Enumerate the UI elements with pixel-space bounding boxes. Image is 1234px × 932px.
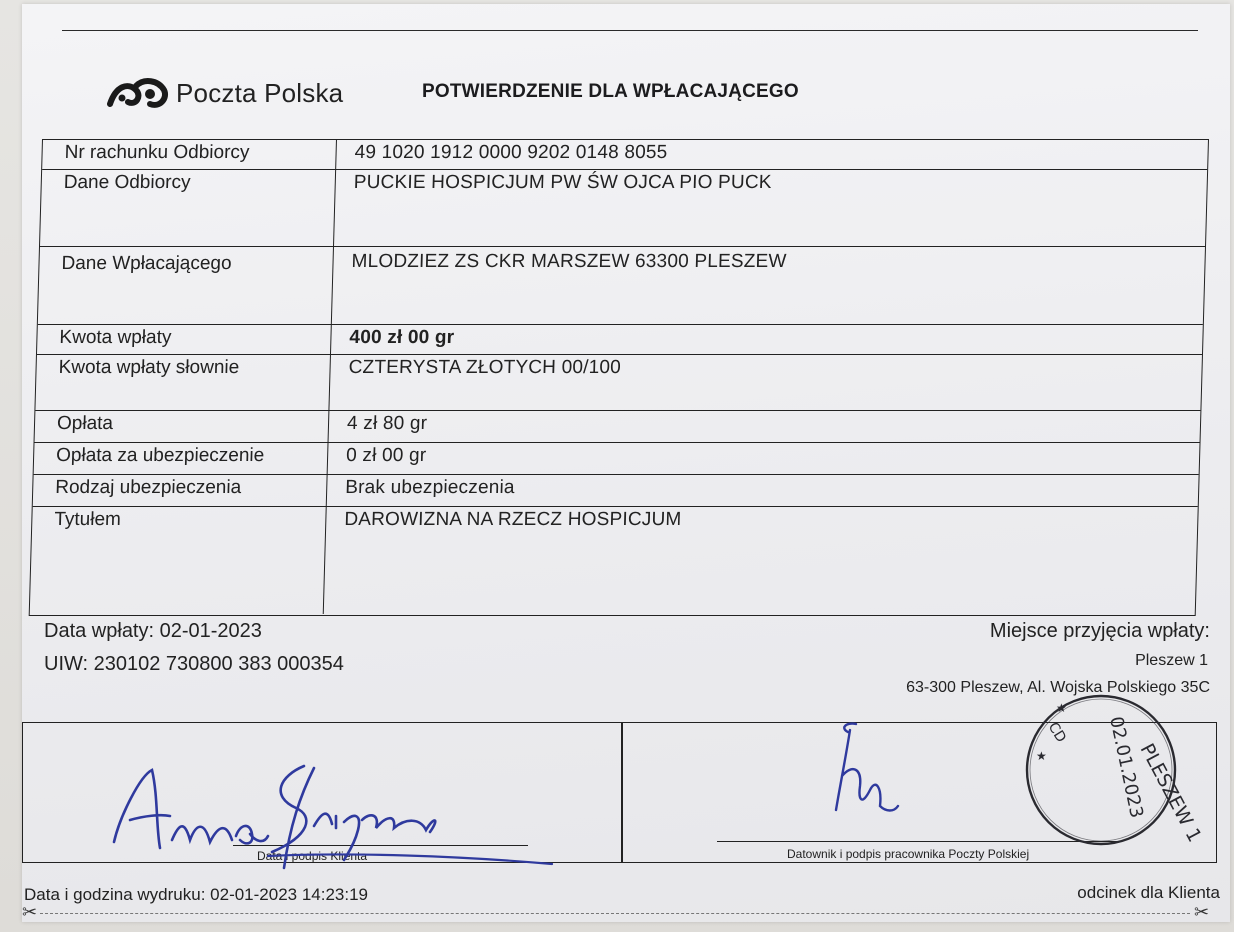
row-label: Kwota wpłaty słownie <box>35 355 331 410</box>
client-signature <box>100 756 560 876</box>
stamp-office: PLESZEW 1 <box>1135 740 1206 846</box>
row-account-number <box>42 140 1208 169</box>
row-value: PUCKIE HOSPICJUM PW ŚW OJCA PIO PUCK <box>353 172 772 193</box>
row-payer <box>38 246 1205 324</box>
logo-text: Poczta Polska <box>176 77 344 108</box>
row-insurance-fee <box>34 442 1200 474</box>
stamp-date: 02.01.2023 <box>1105 714 1148 820</box>
top-rule <box>62 30 1198 31</box>
stamp-star-icon: ★ <box>1036 749 1047 763</box>
row-value: 0 zł 00 gr <box>345 445 427 466</box>
uiw-number: UIW: 230102 730800 383 000354 <box>44 653 344 675</box>
row-label: Opłata <box>35 411 330 442</box>
acceptance-office: Pleszew 1 <box>1135 652 1208 669</box>
payment-date: Data wpłaty: 02-01-2023 <box>44 620 262 642</box>
acceptance-place-heading: Miejsce przyjęcia wpłaty: <box>989 620 1210 642</box>
scissors-icon: ✂ <box>22 902 38 922</box>
row-label: Rodzaj ubezpieczenia <box>33 475 328 506</box>
row-value: 4 zł 80 gr <box>346 413 428 434</box>
row-amount <box>37 324 1203 354</box>
row-insurance-type <box>33 474 1199 506</box>
row-label: Opłata za ubezpieczenie <box>34 443 329 474</box>
row-value: MLODZIEZ ZS CKR MARSZEW 63300 PLESZEW <box>351 251 787 272</box>
stamp-code: CD <box>1044 719 1070 746</box>
row-label: Dane Wpłacającego <box>38 247 334 324</box>
signature-divider <box>621 723 623 862</box>
print-datetime: Data i godzina wydruku: 02-01-2023 14:23:19 <box>24 885 369 904</box>
post-horn-icon <box>106 76 168 110</box>
post-office-date-stamp <box>1016 690 1206 848</box>
client-signature-caption: Data i podpis Klienta <box>257 849 368 863</box>
row-fee <box>35 410 1201 442</box>
row-value: Brak ubezpieczenia <box>344 477 515 498</box>
row-label: Kwota wpłaty <box>37 325 332 354</box>
cut-line <box>40 913 1190 914</box>
payment-form-table <box>29 139 1209 616</box>
employee-signature-caption: Datownik i podpis pracownika Poczty Polskiej <box>787 847 1030 861</box>
row-value: DAROWIZNA NA RZECZ HOSPICJUM <box>344 509 682 530</box>
poczta-polska-logo <box>106 76 343 110</box>
row-label: Tytułem <box>30 507 327 614</box>
scissors-icon: ✂ <box>1194 902 1210 922</box>
row-value: 49 1020 1912 0000 9202 0148 8055 <box>354 142 668 163</box>
employee-signature <box>826 716 906 826</box>
document-title: POTWIERDZENIE DLA WPŁACAJĄCEGO <box>422 81 799 102</box>
acceptance-address: 63-300 Pleszew, Al. Wojska Polskiego 35C <box>906 679 1210 696</box>
row-recipient <box>40 169 1207 246</box>
row-label: Dane Odbiorcy <box>40 170 336 246</box>
row-value: 400 zł 00 gr <box>349 327 455 348</box>
row-value: CZTERYSTA ZŁOTYCH 00/100 <box>348 357 622 378</box>
row-title <box>30 506 1198 614</box>
client-stub-label: odcinek dla Klienta <box>1077 883 1220 902</box>
stamp-star-icon: ★ <box>1056 701 1067 715</box>
row-label: Nr rachunku Odbiorcy <box>42 140 337 169</box>
row-amount-words <box>35 354 1202 410</box>
